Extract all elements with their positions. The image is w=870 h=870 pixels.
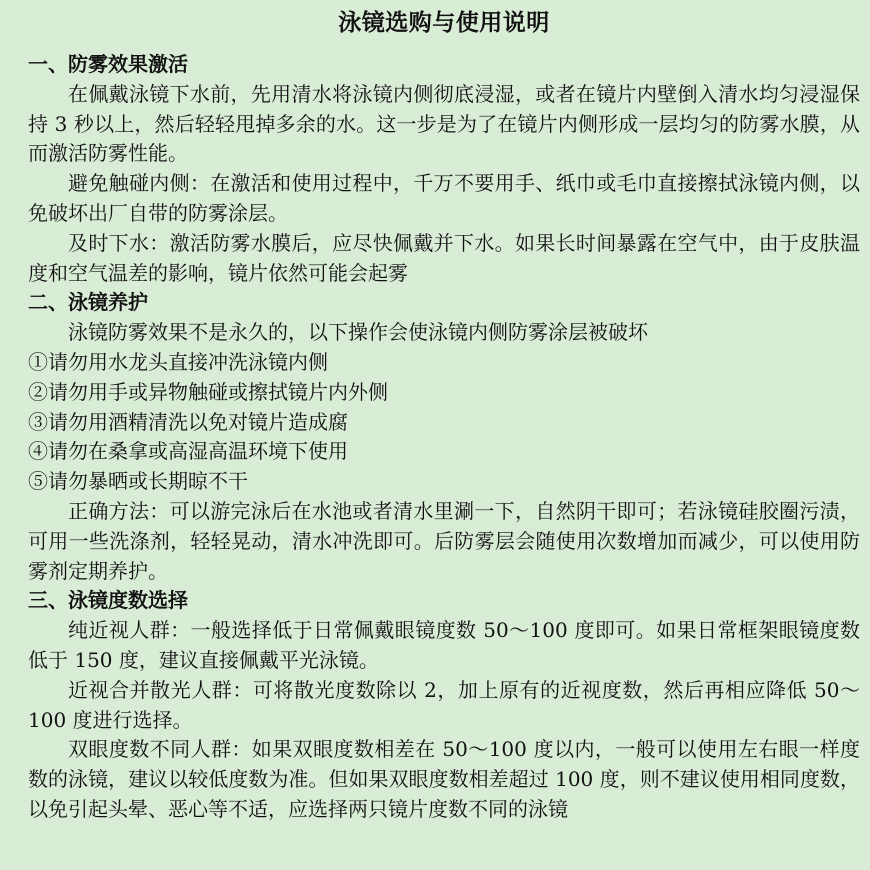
list-item: ②请勿用手或异物触碰或擦拭镜片内外侧 [28,379,388,404]
section-heading-anti-fog-activation: 一、防雾效果激活 [28,52,188,76]
list-item: ①请勿用水龙头直接冲洗泳镜内侧 [28,349,328,374]
list-item: ④请勿在桑拿或高湿高温环境下使用 [28,439,348,464]
paragraph-enter-water-promptly: 及时下水：激活防雾水膜后，应尽快佩戴并下水。如果长时间暴露在空气中，由于皮肤温度和空气温差的影响，镜片依然可能会起雾 [28,230,860,285]
document-title: 泳镜选购与使用说明 [338,9,550,36]
paragraph-activation-steps: 在佩戴泳镜下水前，先用清水将泳镜内侧彻底浸湿，或者在镜片内壁倒入清水均匀浸湿保持 3 秒以上，然后轻轻甩掉多余的水。这一步是为了在镜片内侧形成一层均匀的防雾水膜，从而激活防雾性能。 [28,81,860,166]
paragraph-myopia-only: 纯近视人群：一般选择低于日常佩戴眼镜度数 50～100 度即可。如果日常框架眼镜度数低于 150 度，建议直接佩戴平光泳镜。 [28,618,860,672]
section-heading-goggle-care: 二、泳镜养护 [28,290,148,315]
paragraph-correct-method: 正确方法：可以游完泳后在水池或者清水里涮一下，自然阴干即可；若泳镜硅胶圈污渍，可用一些洗涤剂，轻轻晃动，清水冲洗即可。后防雾层会随使用次数增加而减少，可以使用防雾剂定期养护。 [28,498,860,583]
paragraph-avoid-touching: 避免触碰内侧：在激活和使用过程中，千万不要用手、纸巾或毛巾直接擦拭泳镜内侧，以免破坏出厂自带的防雾涂层。 [28,171,860,225]
list-item: ③请勿用酒精清洗以免对镜片造成腐 [28,409,348,434]
section-heading-prescription-choice: 三、泳镜度数选择 [28,588,188,613]
paragraph-myopia-astigmatism: 近视合并散光人群：可将散光度数除以 2，加上原有的近视度数，然后再相应降低 50～100 度进行选择。 [28,677,860,732]
paragraph-different-eyes: 双眼度数不同人群：如果双眼度数相差在 50～100 度以内，一般可以使用左右眼一样度数的泳镜，建议以较低度数为准。但如果双眼度数相差超过 100 度，则不建议使用相同度数，以免引起头晕、恶心等不适，应选择两只镜片度数不同的泳镜 [28,737,860,821]
paragraph-care-intro: 泳镜防雾效果不是永久的，以下操作会使泳镜内侧防雾涂层被破坏 [68,320,648,345]
list-item: ⑤请勿暴晒或长期晾不干 [28,469,248,494]
